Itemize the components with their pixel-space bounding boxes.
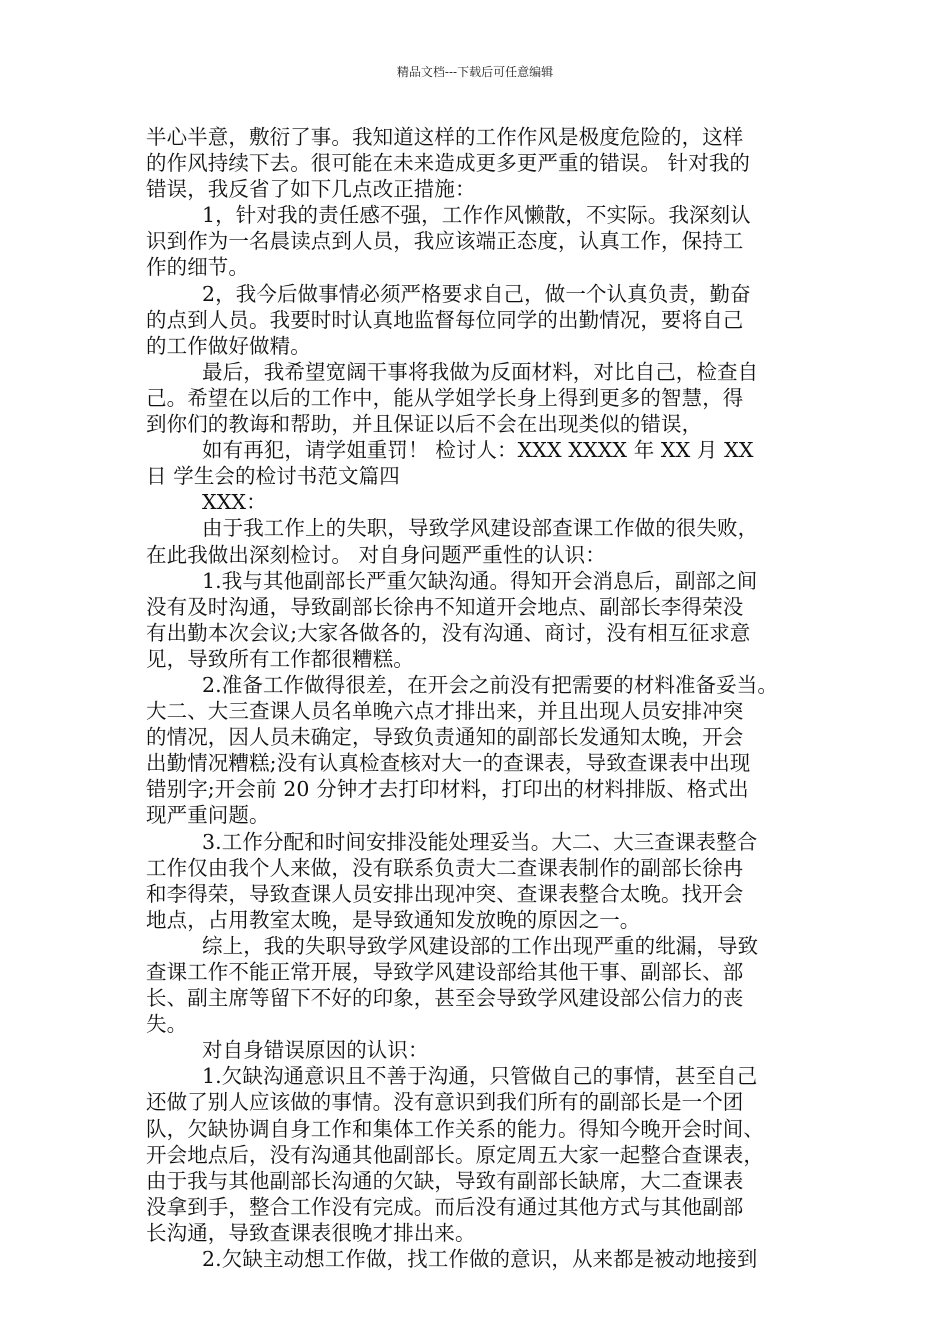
text-line: 日 学生会的检讨书范文篇四	[146, 464, 400, 489]
text-line: 队，欠缺协调自身工作和集体工作关系的能力。得知今晚开会时间、	[146, 1116, 764, 1141]
text-line: 最后，我希望宽阔干事将我做为反面材料，对比自己，检查自	[202, 359, 759, 384]
text-line: 的情况，因人员未确定，导致负责通知的副部长发通知太晚，开会	[146, 725, 744, 750]
text-line: 长沟通，导致查课表很晚才排出来。	[146, 1220, 476, 1245]
text-line: 1，针对我的责任感不强，工作作风懒散，不实际。我深刻认	[202, 203, 751, 228]
text-line: 见，导致所有工作都很糟糕。	[146, 646, 414, 671]
text-line: 没有及时沟通，导致副部长徐冉不知道开会地点、副部长李得荣没	[146, 594, 744, 619]
text-line: 的作风持续下去。很可能在未来造成更多更严重的错误。 针对我的	[146, 151, 751, 176]
text-line: XXX：	[202, 490, 267, 515]
text-line: 的点到人员。我要时时认真地监督每位同学的出勤情况，要将自己	[146, 307, 744, 332]
text-line: 3.工作分配和时间安排没能处理妥当。大二、大三查课表整合	[202, 829, 758, 854]
text-line: 出勤情况糟糕;没有认真检查核对大一的查课表，导致查课表中出现	[146, 751, 751, 776]
text-line: 错误，我反省了如下几点改正措施：	[146, 177, 476, 202]
text-line: 对自身错误原因的认识：	[202, 1038, 429, 1063]
text-line: 1.欠缺沟通意识且不善于沟通，只管做自己的事情，甚至自己	[202, 1064, 758, 1089]
text-line: 开会地点后，没有沟通其他副部长。原定周五大家一起整合查课表，	[146, 1142, 764, 1167]
text-line: 大二、大三查课人员名单晚六点才排出来，并且出现人员安排冲突	[146, 699, 744, 724]
text-line: 己。希望在以后的工作中，能从学姐学长身上得到更多的智慧，得	[146, 385, 744, 410]
text-line: 没拿到手，整合工作没有完成。而后没有通过其他方式与其他副部	[146, 1194, 744, 1219]
text-line: 和李得荣，导致查课人员安排出现冲突、查课表整合太晚。找开会	[146, 881, 744, 906]
text-line: 综上，我的失职导致学风建设部的工作出现严重的纰漏，导致	[202, 933, 759, 958]
text-line: 由于我工作上的失职，导致学风建设部查课工作做的很失败，	[202, 516, 759, 541]
text-line: 长、副主席等留下不好的印象，甚至会导致学风建设部公信力的丧	[146, 986, 744, 1011]
text-line: 有出勤本次会议;大家各做各的，没有沟通、商讨，没有相互征求意	[146, 620, 751, 645]
text-line: 地点，占用教室太晚，是导致通知发放晚的原因之一。	[146, 907, 641, 932]
text-line: 错别字;开会前 20 分钟才去打印材料，打印出的材料排版、格式出	[146, 777, 749, 802]
text-line: 如有再犯，请学姐重罚！ 检讨人：XXX XXXX 年 XX 月 XX	[202, 438, 754, 463]
document-body	[146, 124, 814, 1272]
text-line: 由于我与其他副部长沟通的欠缺，导致有副部长缺席，大二查课表	[146, 1168, 744, 1193]
page-header: 精品文档---下载后可任意编辑	[396, 65, 554, 79]
text-line: 现严重问题。	[146, 803, 270, 828]
text-line: 2.欠缺主动想工作做，找工作做的意识，从来都是被动地接到	[202, 1247, 758, 1272]
text-line: 到你们的教诲和帮助，并且保证以后不会在出现类似的错误，	[146, 412, 703, 437]
text-line: 2，我今后做事情必须严格要求自己，做一个认真负责，勤奋	[202, 281, 751, 306]
text-line: 工作仅由我个人来做，没有联系负责大二查课表制作的副部长徐冉	[146, 855, 744, 880]
text-line: 还做了别人应该做的事情。没有意识到我们所有的副部长是一个团	[146, 1090, 744, 1115]
text-line: 半心半意，敷衍了事。我知道这样的工作作风是极度危险的，这样	[146, 125, 744, 149]
text-line: 的工作做好做精。	[146, 333, 311, 358]
text-line: 在此我做出深刻检讨。 对自身问题严重性的认识：	[146, 542, 606, 567]
text-line: 2.准备工作做得很差，在开会之前没有把需要的材料准备妥当。	[202, 672, 778, 697]
text-line: 1.我与其他副部长严重欠缺沟通。得知开会消息后，副部之间	[202, 568, 758, 593]
text-line: 失。	[146, 1012, 188, 1037]
text-line: 作的细节。	[146, 255, 249, 280]
text-line: 识到作为一名晨读点到人员，我应该端正态度，认真工作，保持工	[146, 229, 744, 254]
text-line: 查课工作不能正常开展，导致学风建设部给其他干事、副部长、部	[146, 960, 744, 984]
